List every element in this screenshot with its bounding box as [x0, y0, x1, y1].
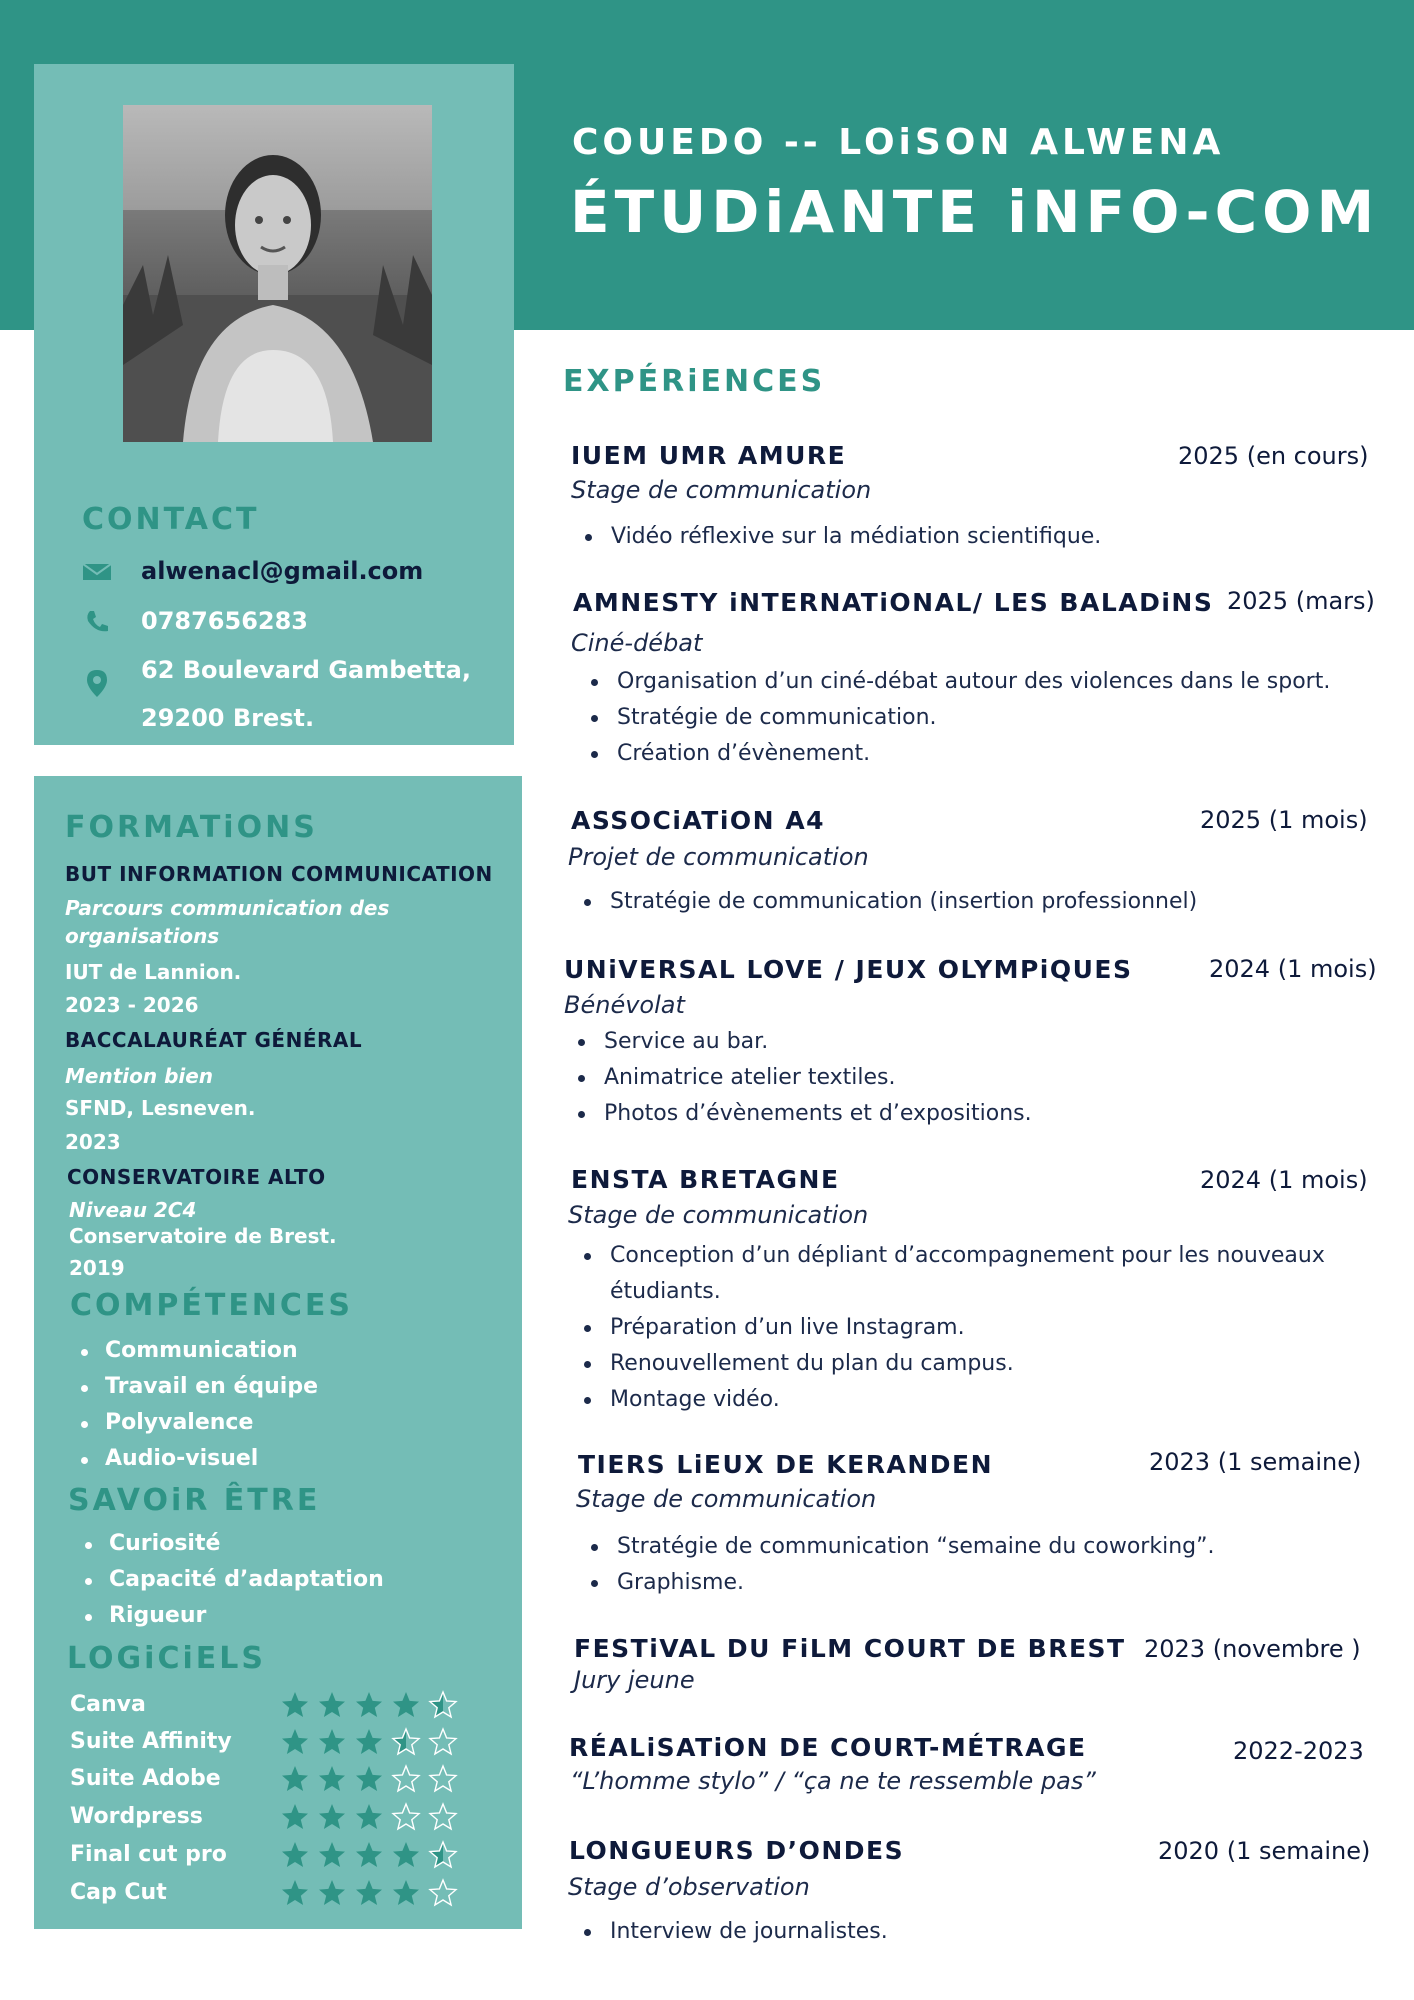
star-full-icon: [354, 1764, 384, 1794]
contact-address: [82, 668, 112, 698]
software-name: Wordpress: [70, 1804, 203, 1829]
star-full-icon: [280, 1878, 310, 1908]
software-row: [70, 1764, 470, 1796]
rating-stars: [280, 1690, 465, 1720]
list-item: Curiosité: [79, 1529, 384, 1565]
list-item: Stratégie de communication “semaine du coworking”.: [577, 1529, 1215, 1565]
software-name: Canva: [70, 1692, 146, 1717]
star-full-icon: [317, 1840, 347, 1870]
address-line-1: 62 Boulevard Gambetta,: [141, 656, 471, 684]
star-full-icon: [391, 1878, 421, 1908]
experience-date: 2025 (en cours): [1178, 442, 1369, 470]
rating-stars: [280, 1878, 465, 1908]
list-item: Organisation d’un ciné-débat autour des violences dans le sport.: [577, 664, 1330, 700]
formation-years: 2019: [69, 1256, 125, 1280]
list-item: Création d’évènement.: [577, 736, 1330, 772]
star-full-icon: [391, 1840, 421, 1870]
list-item: Stratégie de communication.: [577, 700, 1330, 736]
list-item: Travail en équipe: [75, 1372, 318, 1408]
experience-bullets: [564, 1024, 1032, 1132]
rating-stars: [280, 1840, 465, 1870]
software-row: [70, 1802, 470, 1834]
experience-role: Jury jeune: [574, 1666, 695, 1694]
star-full-icon: [391, 1690, 421, 1720]
rating-stars: [280, 1727, 465, 1757]
star-full-icon: [317, 1878, 347, 1908]
experience-date: 2020 (1 semaine): [1158, 1837, 1371, 1865]
savoir-etre-list: [79, 1529, 384, 1637]
email-text[interactable]: alwenacl@gmail.com: [141, 557, 424, 585]
experience-date: 2023 (novembre ): [1144, 1635, 1361, 1663]
list-item: Graphisme.: [577, 1565, 1215, 1601]
software-row: [70, 1727, 470, 1759]
experience-date: 2023 (1 semaine): [1149, 1448, 1362, 1476]
experience-date: 2022-2023: [1233, 1737, 1364, 1765]
address-line-2: 29200 Brest.: [141, 704, 315, 732]
formation-title: BUT INFORMATION COMMUNICATION: [65, 862, 493, 886]
experience-role: Stage de communication: [571, 476, 872, 504]
person-name: COUEDO -- LOiSON ALWENA: [572, 122, 1225, 163]
list-item: Préparation d’un live Instagram.: [570, 1310, 1350, 1346]
star-empty-icon: [428, 1727, 458, 1757]
competences-list: [75, 1336, 318, 1480]
software-name: Cap Cut: [70, 1880, 167, 1905]
list-item: Communication: [75, 1336, 318, 1372]
logiciels-heading: LOGiCiELS: [67, 1641, 266, 1676]
star-full-icon: [280, 1690, 310, 1720]
list-item: Photos d’évènements et d’expositions.: [564, 1096, 1032, 1132]
formation-detail: Parcours communication des: [65, 896, 390, 920]
list-item: Interview de journalistes.: [570, 1914, 888, 1950]
list-item: Conception d’un dépliant d’accompagnement pour les nouveaux étudiants.: [570, 1238, 1350, 1310]
list-item: Rigueur: [79, 1601, 384, 1637]
software-name: Suite Affinity: [70, 1729, 232, 1754]
experience-bullets: [570, 1914, 888, 1950]
experience-bullets: [577, 664, 1330, 772]
software-name: Suite Adobe: [70, 1766, 221, 1791]
list-item: Service au bar.: [564, 1024, 1032, 1060]
formation-title: CONSERVATOIRE ALTO: [67, 1165, 326, 1189]
list-item: Vidéo réflexive sur la médiation scientifique.: [571, 519, 1101, 555]
job-title: ÉTUDiANTE iNFO-COM: [570, 178, 1380, 246]
experience-role: Projet de communication: [568, 843, 869, 871]
formation-title: BACCALAURÉAT GÉNÉRAL: [65, 1028, 363, 1052]
star-full-icon: [317, 1764, 347, 1794]
experience-date: 2024 (1 mois): [1209, 955, 1377, 983]
star-full-icon: [354, 1878, 384, 1908]
rating-stars: [280, 1764, 465, 1794]
software-name: Final cut pro: [70, 1842, 227, 1867]
software-row: [70, 1878, 470, 1910]
star-half-icon: [428, 1840, 458, 1870]
experience-org: AMNESTY iNTERNATiONAL/ LES BALADiNS: [573, 588, 1214, 617]
experience-bullets: [571, 519, 1101, 555]
experience-date: 2025 (mars): [1227, 587, 1375, 615]
experience-org: ENSTA BRETAGNE: [571, 1165, 840, 1194]
formation-detail: Mention bien: [65, 1064, 214, 1088]
experience-bullets: [570, 884, 1197, 920]
mail-icon: [82, 556, 112, 586]
experience-org: ASSOCiATiON A4: [571, 806, 826, 835]
list-item: Polyvalence: [75, 1408, 318, 1444]
list-item: Audio-visuel: [75, 1444, 318, 1480]
star-full-icon: [354, 1802, 384, 1832]
experience-org: TIERS LiEUX DE KERANDEN: [578, 1450, 994, 1479]
star-full-icon: [280, 1802, 310, 1832]
contact-heading: CONTACT: [82, 502, 260, 537]
star-half-icon: [428, 1690, 458, 1720]
list-item: Animatrice atelier textiles.: [564, 1060, 1032, 1096]
experience-role: Bénévolat: [564, 991, 685, 1019]
experience-date: 2025 (1 mois): [1200, 806, 1368, 834]
formation-school: Conservatoire de Brest.: [69, 1224, 337, 1248]
star-empty-icon: [428, 1802, 458, 1832]
experience-date: 2024 (1 mois): [1200, 1166, 1368, 1194]
formation-years: 2023 - 2026: [65, 993, 199, 1017]
experience-org: LONGUEURS D’ONDES: [569, 1836, 905, 1865]
experience-role: “L’homme stylo” / “ça ne te ressemble pas”: [570, 1767, 1096, 1795]
phone-icon: [82, 606, 112, 636]
location-pin-icon: [82, 668, 112, 698]
savoir-etre-heading: SAVOiR ÊTRE: [68, 1483, 321, 1518]
software-row: [70, 1690, 470, 1722]
experience-org: UNiVERSAL LOVE / JEUX OLYMPiQUES: [564, 955, 1133, 984]
software-row: [70, 1840, 470, 1872]
rating-stars: [280, 1802, 465, 1832]
star-full-icon: [280, 1727, 310, 1757]
star-empty-icon: [428, 1878, 458, 1908]
formation-school: IUT de Lannion.: [65, 960, 242, 984]
formation-detail: organisations: [65, 924, 220, 948]
experience-role: Stage de communication: [568, 1201, 869, 1229]
star-full-icon: [280, 1840, 310, 1870]
experience-bullets: [577, 1529, 1215, 1601]
star-full-icon: [354, 1690, 384, 1720]
competences-heading: COMPÉTENCES: [70, 1288, 354, 1323]
formation-years: 2023: [65, 1130, 121, 1154]
experience-bullets: [570, 1238, 1350, 1418]
contact-email[interactable]: [82, 556, 424, 586]
star-empty-icon: [391, 1802, 421, 1832]
star-empty-icon: [428, 1764, 458, 1794]
formation-detail: Niveau 2C4: [69, 1198, 197, 1222]
phone-text[interactable]: 0787656283: [141, 607, 308, 635]
list-item: Renouvellement du plan du campus.: [570, 1346, 1350, 1382]
formations-heading: FORMATiONS: [65, 810, 318, 845]
star-full-icon: [317, 1727, 347, 1757]
formation-school: SFND, Lesneven.: [65, 1096, 256, 1120]
experience-org: RÉALiSATiON DE COURT-MÉTRAGE: [569, 1733, 1087, 1762]
star-full-icon: [354, 1840, 384, 1870]
star-full-icon: [317, 1690, 347, 1720]
list-item: Capacité d’adaptation: [79, 1565, 384, 1601]
experiences-heading: EXPÉRiENCES: [563, 364, 826, 399]
experience-org: IUEM UMR AMURE: [571, 441, 847, 470]
star-full-icon: [317, 1802, 347, 1832]
experience-org: FESTiVAL DU FiLM COURT DE BREST: [574, 1634, 1126, 1663]
star-full-icon: [280, 1764, 310, 1794]
star-half-icon: [391, 1727, 421, 1757]
list-item: Montage vidéo.: [570, 1382, 1350, 1418]
experience-role: Stage d’observation: [568, 1873, 810, 1901]
contact-phone[interactable]: [82, 606, 308, 636]
experience-role: Ciné-débat: [571, 629, 703, 657]
experience-role: Stage de communication: [576, 1485, 877, 1513]
profile-photo: [123, 105, 432, 442]
star-empty-icon: [391, 1764, 421, 1794]
list-item: Stratégie de communication (insertion professionnel): [570, 884, 1197, 920]
star-full-icon: [354, 1727, 384, 1757]
